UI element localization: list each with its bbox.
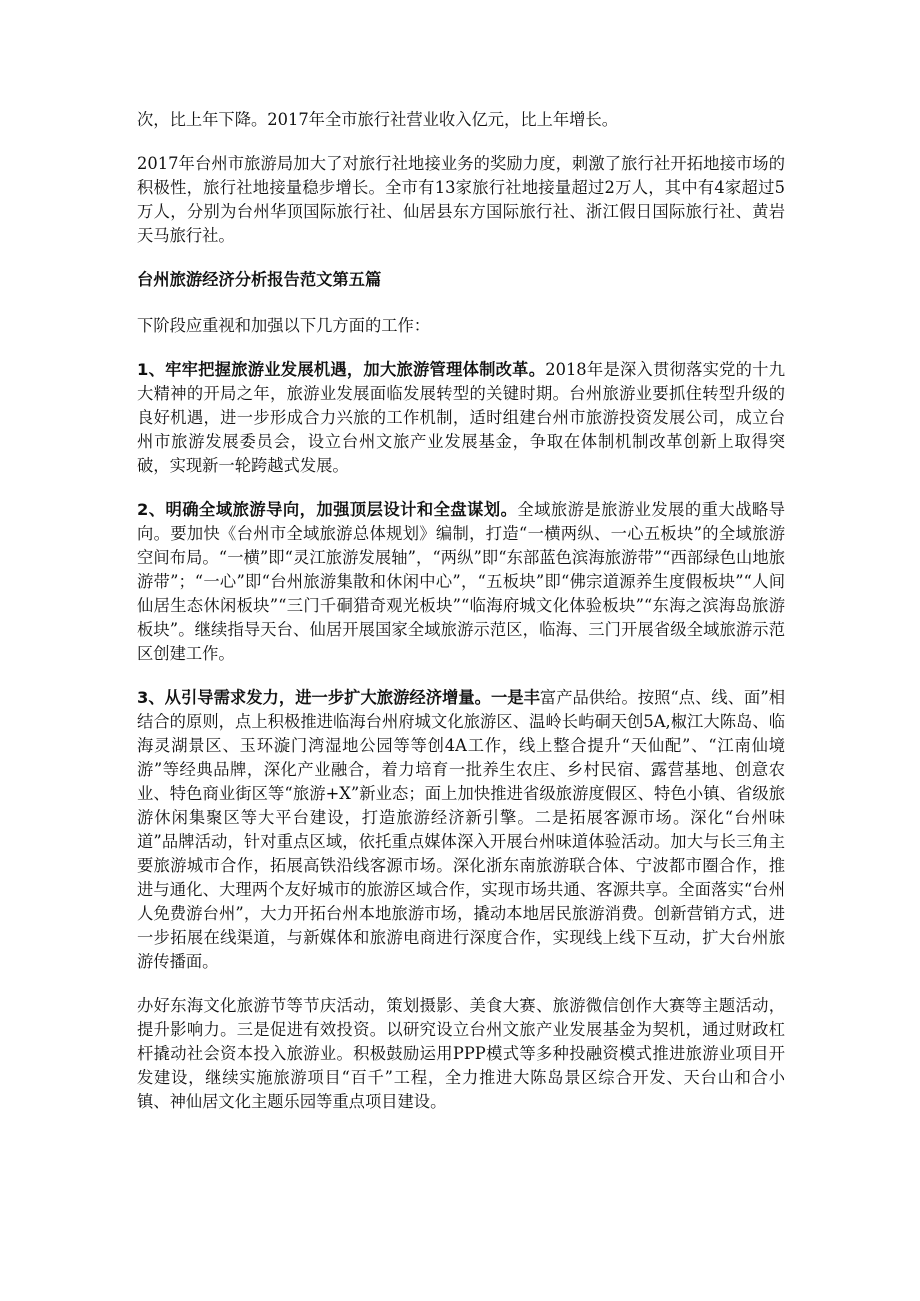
paragraph-1 <box>137 108 785 132</box>
paragraph-4 <box>137 314 785 338</box>
section-heading <box>137 268 785 292</box>
item-lead: 3、从引导需求发力，进一步扩大旅游经济增量。一是丰 <box>137 688 540 707</box>
item-lead: 2、明确全域旅游导向，加强顶层设计和全盘谋划。 <box>137 500 518 519</box>
paragraph-text: 办好东海文化旅游节等节庆活动，策划摄影、美食大赛、旅游微信创作大赛等主题活动，提升影响力。三是促进有效投资。以研究设立台州文旅产业发展基金为契机，通过财政杠杆撬动社会资本投入旅游业。积极鼓励运用PPP模式等多种投融资模式推进旅游业项目开发建设，继续实施旅游项目“百千”工程，全力推进大陈岛景区综合开发、天台山和合小镇、神仙居文化主题乐园等重点项目建设。 <box>137 996 785 1111</box>
paragraph-8 <box>137 994 785 1114</box>
document-page <box>137 108 785 1134</box>
heading-text: 台州旅游经济分析报告范文第五篇 <box>137 270 382 289</box>
paragraph-item-1 <box>137 358 785 478</box>
item-text: 2018年是深入贯彻落实党的十九大精神的开局之年，旅游业发展面临发展转型的关键时期。台州旅游业要抓住转型升级的良好机遇，进一步形成合力兴旅的工作机制，适时组建台州市旅游投资发展公司，成立台州市旅游发展委员会，设立台州文旅产业发展基金，争取在体制机制改革创新上取得突破，实现新一轮跨越式发展。 <box>137 360 785 475</box>
paragraph-text: 次，比上年下降。2017年全市旅行社营业收入亿元，比上年增长。 <box>137 110 619 129</box>
paragraph-2 <box>137 152 785 248</box>
item-lead: 1、牢牢把握旅游业发展机遇，加大旅游管理体制改革。 <box>137 360 546 379</box>
paragraph-text: 下阶段应重视和加强以下几方面的工作： <box>137 316 431 335</box>
paragraph-item-2 <box>137 498 785 666</box>
item-text: 全域旅游是旅游业发展的重大战略导向。要加快《台州市全域旅游总体规划》编制，打造“一横两纵、一心五板块”的全域旅游空间布局。“一横”即“灵江旅游发展轴”，“两纵”即“东部蓝色滨海旅游带”“西部绿色山地旅游带”；“一心”即“台州旅游集散和休闲中心”，“五板块”即“佛宗道源养生度假板块”“人间仙居生态休闲板块”“三门千硐猎奇观光板块”“临海府城文化体验板块”“东海之滨海岛旅游板块”。继续指导天台、仙居开展国家全域旅游示范区，临海、三门开展省级全域旅游示范区创建工作。 <box>137 500 785 663</box>
item-text: 富产品供给。按照“点、线、面”相结合的原则，点上积极推进临海台州府城文化旅游区、温岭长屿硐天创5A,椒江大陈岛、临海灵湖景区、玉环漩门湾湿地公园等等创4A工作，线上整合提升“天仙配”、“江南仙境游”等经典品牌，深化产业融合，着力培育一批养生农庄、乡村民宿、露营基地、创意农业、特色商业街区等“旅游+X”新业态；面上加快推进省级旅游度假区、特色小镇、省级旅游休闲集聚区等大平台建设，打造旅游经济新引擎。二是拓展客源市场。深化“台州味道”品牌活动，针对重点区域，依托重点媒体深入开展台州味道体验活动。加大与长三角主要旅游城市合作，拓展高铁沿线客源市场。深化浙东南旅游联合体、宁波都市圈合作，推进与通化、大理两个友好城市的旅游区域合作，实现市场共通、客源共享。全面落实“台州人免费游台州”，大力开拓台州本地旅游市场，撬动本地居民旅游消费。创新营销方式，进一步拓展在线渠道，与新媒体和旅游电商进行深度合作，实现线上线下互动，扩大台州旅游传播面。 <box>137 688 785 971</box>
paragraph-text: 2017年台州市旅游局加大了对旅行社地接业务的奖励力度，刺激了旅行社开拓地接市场的积极性，旅行社地接量稳步增长。全市有13家旅行社地接量超过2万人，其中有4家超过5万人，分别为台州华顶国际旅行社、仙居县东方国际旅行社、浙江假日国际旅行社、黄岩天马旅行社。 <box>137 154 785 245</box>
paragraph-item-3 <box>137 686 785 974</box>
